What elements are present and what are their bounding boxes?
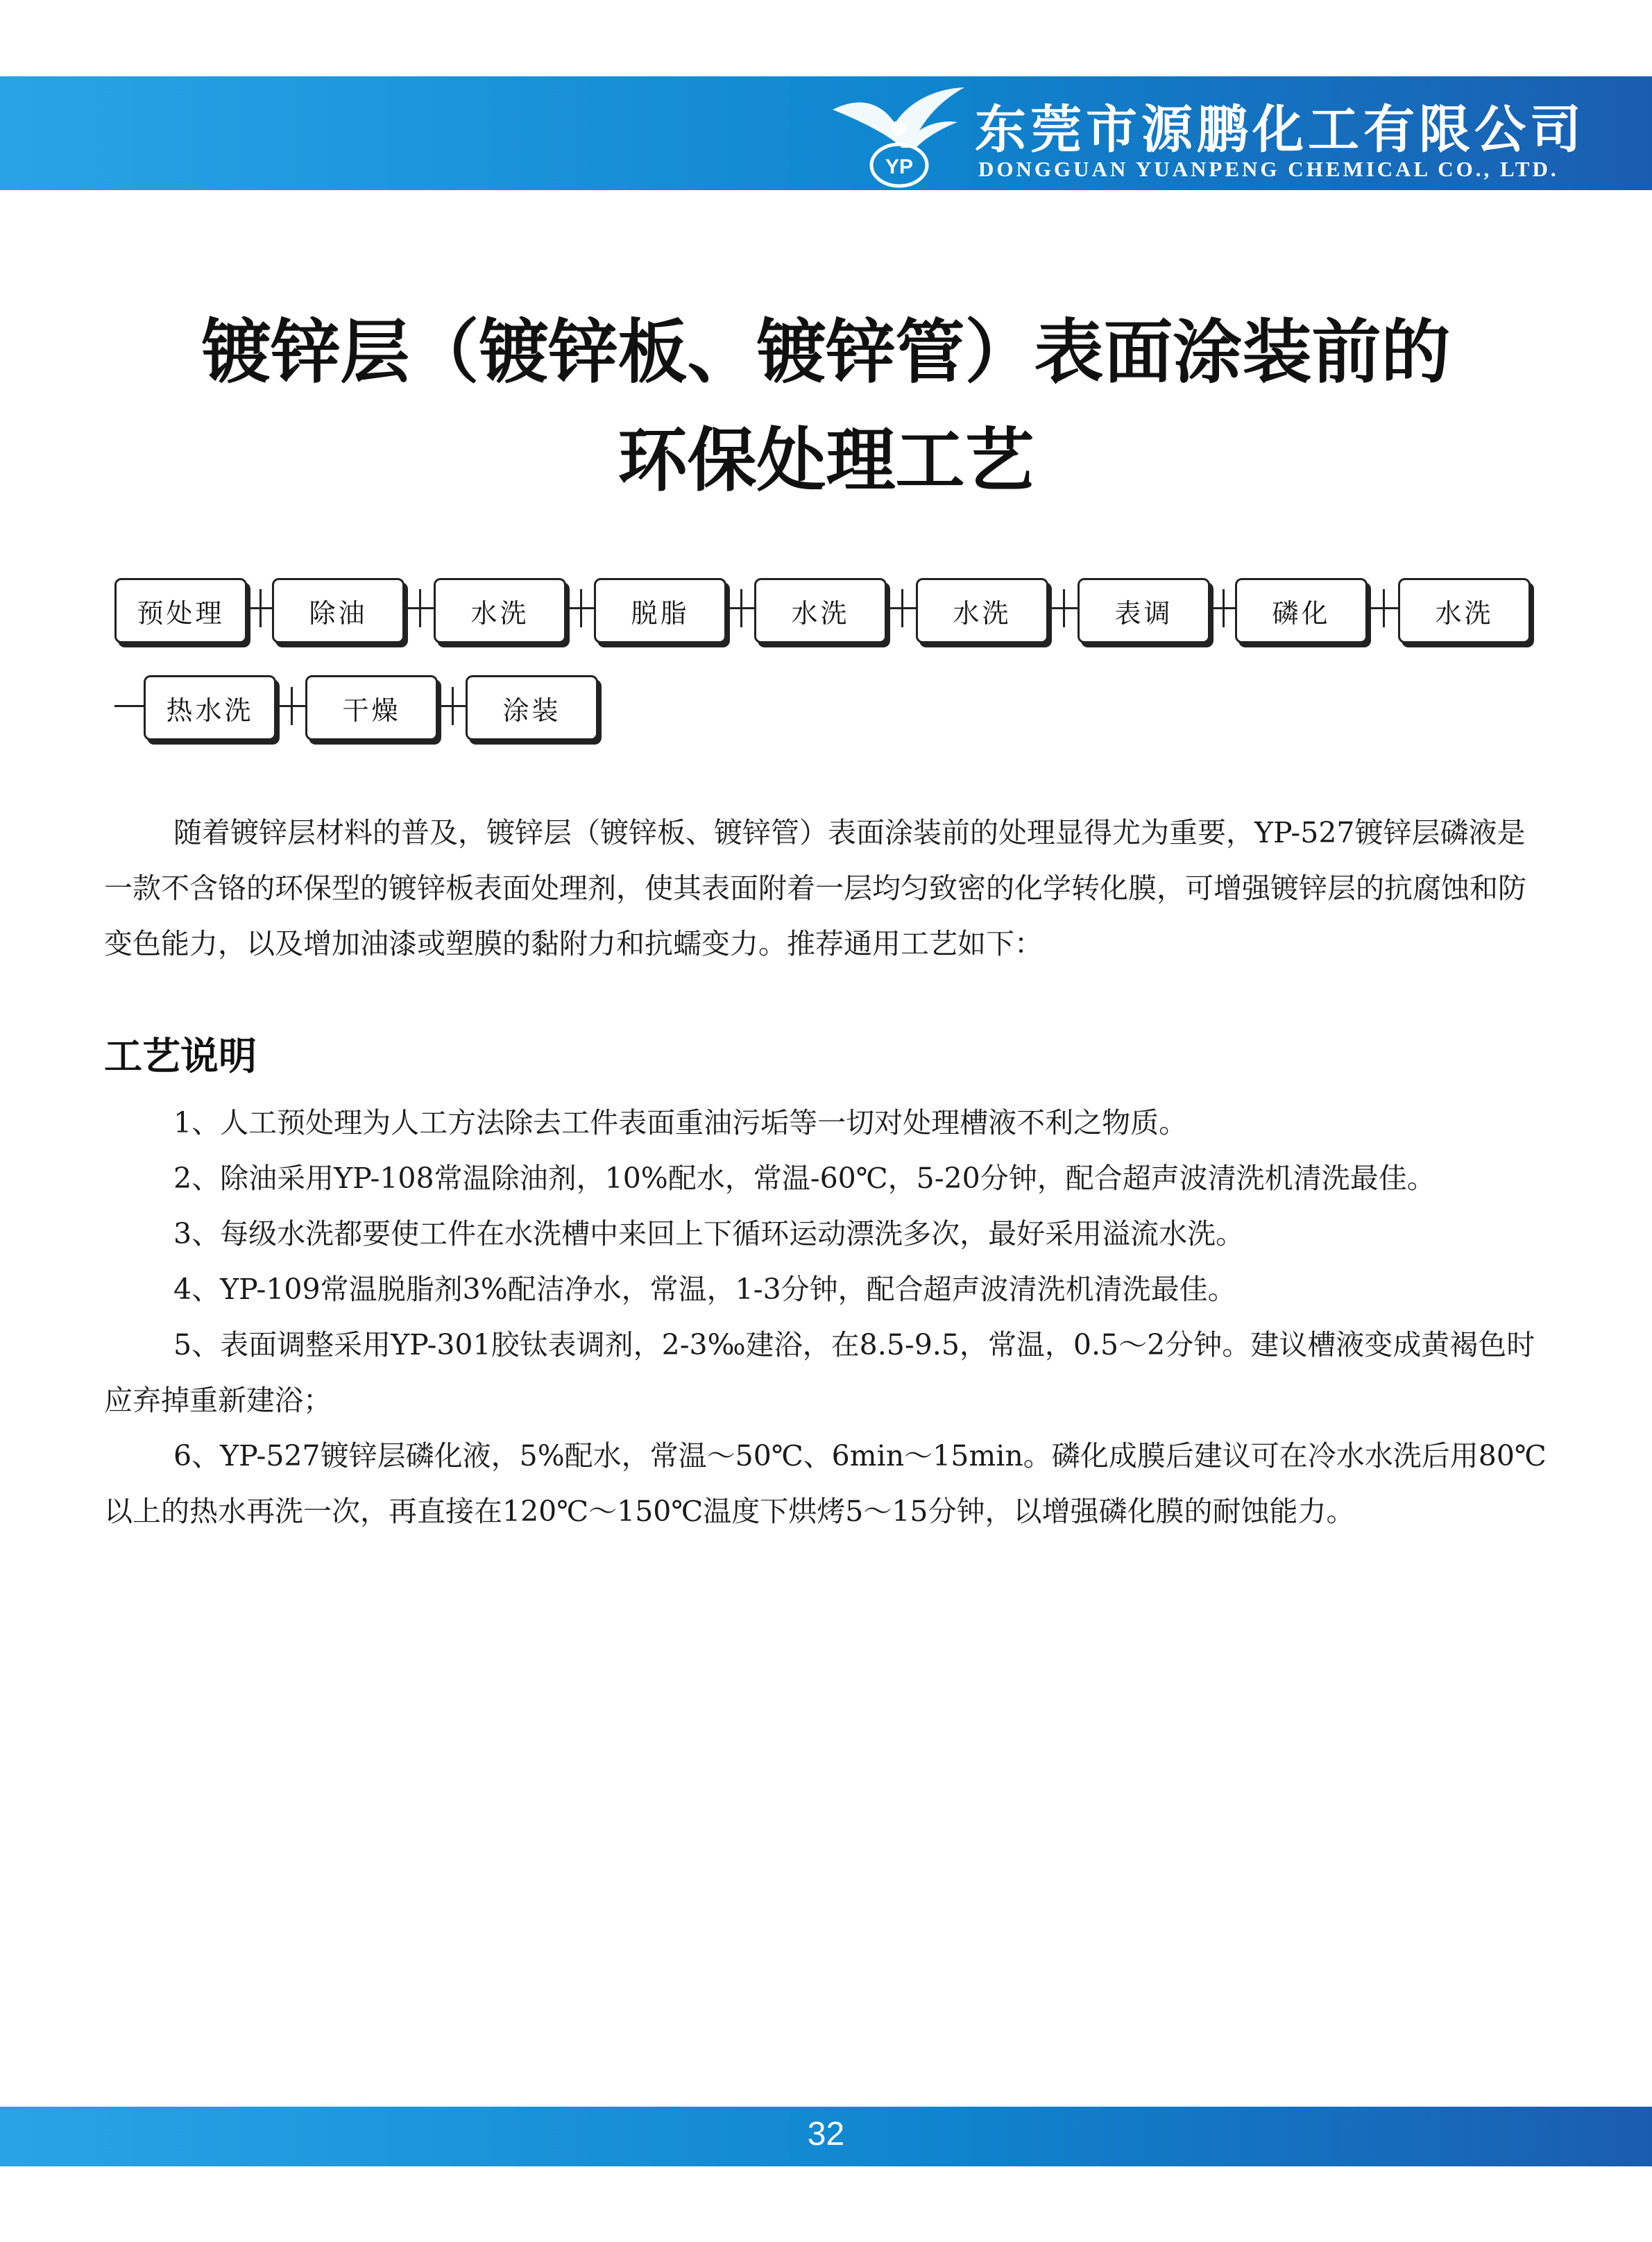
note-item: 5、表面调整采用YP-301胶钛表调剂，2-3‰建浴，在8.5-9.5，常温，0.5～2分钟。建议槽液变成黄褐色时应弃掉重新建浴； (104, 1328, 1535, 1417)
eagle-logo-icon (826, 82, 971, 190)
flow-step: 脱脂 (594, 578, 726, 643)
page-title (83, 298, 1569, 515)
flow-connector (887, 607, 916, 609)
flow-step: 热水洗 (144, 675, 276, 740)
flow-step: 涂装 (466, 675, 598, 740)
flow-connector (1210, 607, 1235, 609)
flow-connector (726, 607, 754, 609)
flow-step: 表调 (1078, 578, 1210, 643)
flow-step: 水洗 (916, 578, 1048, 643)
flow-step: 除油 (272, 578, 405, 643)
process-notes (104, 1095, 1547, 1539)
company-name-cn: 东莞市源鹏化工有限公司 (975, 100, 1585, 160)
note-item: 2、除油采用YP-108常温除油剂，10%配水，常温-60℃，5-20分钟，配合超声波清洗机清洗最佳。 (173, 1162, 1436, 1195)
note-item: 3、每级水洗都要使工件在水洗槽中来回上下循环运动漂洗多次，最好采用溢流水洗。 (173, 1217, 1245, 1250)
section-title: 工艺说明 (104, 1034, 257, 1078)
flow-connector (276, 705, 305, 707)
flow-step: 水洗 (754, 578, 887, 643)
flow-step: 水洗 (434, 578, 566, 643)
note-item: 6、YP-527镀锌层磷化液，5%配水，常温～50℃、6min～15min。磷化成膜后建议可在冷水水洗后用80℃以上的热水再洗一次，再直接在120℃～150℃温度下烘烤5～15分钟，以增强磷化膜的耐蚀能力。 (104, 1439, 1547, 1528)
flow-step: 预处理 (114, 578, 247, 643)
flow-connector (247, 607, 272, 609)
flow-step: 水洗 (1398, 578, 1531, 643)
flow-connector (405, 607, 434, 609)
intro-paragraph: 随着镀锌层材料的普及，镀锌层（镀锌板、镀锌管）表面涂装前的处理显得尤为重要，YP-527镀锌层磷液是一款不含铬的环保型的镀锌板表面处理剂，使其表面附着一层均匀致密的化学转化膜，可增强镀锌层的抗腐蚀和防变色能力，以及增加油漆或塑膜的黏附力和抗蠕变力。推荐通用工艺如下： (104, 816, 1526, 960)
flow-connector (566, 607, 594, 609)
note-item: 1、人工预处理为人工方法除去工件表面重油污垢等一切对处理槽液不利之物质。 (173, 1106, 1188, 1139)
note-item: 4、YP-109常温脱脂剂3%配洁净水，常温，1-3分钟，配合超声波清洗机清洗最佳。 (173, 1273, 1236, 1306)
company-logo (826, 82, 971, 190)
logo-text: YP (885, 155, 914, 178)
company-name-en: DONGGUAN YUANPENG CHEMICAL CO., LTD. (978, 157, 1559, 181)
title-line-1: 镀锌层（镀锌板、镀锌管）表面涂装前的 (201, 312, 1451, 393)
flow-connector (438, 705, 466, 707)
flow-connector (1368, 607, 1398, 609)
flow-step: 磷化 (1235, 578, 1368, 643)
title-line-2: 环保处理工艺 (618, 420, 1034, 501)
page-number: 32 (807, 2116, 845, 2152)
flow-connector (1048, 607, 1078, 609)
flow-lead-line (114, 705, 144, 707)
flow-step: 干燥 (305, 675, 438, 740)
